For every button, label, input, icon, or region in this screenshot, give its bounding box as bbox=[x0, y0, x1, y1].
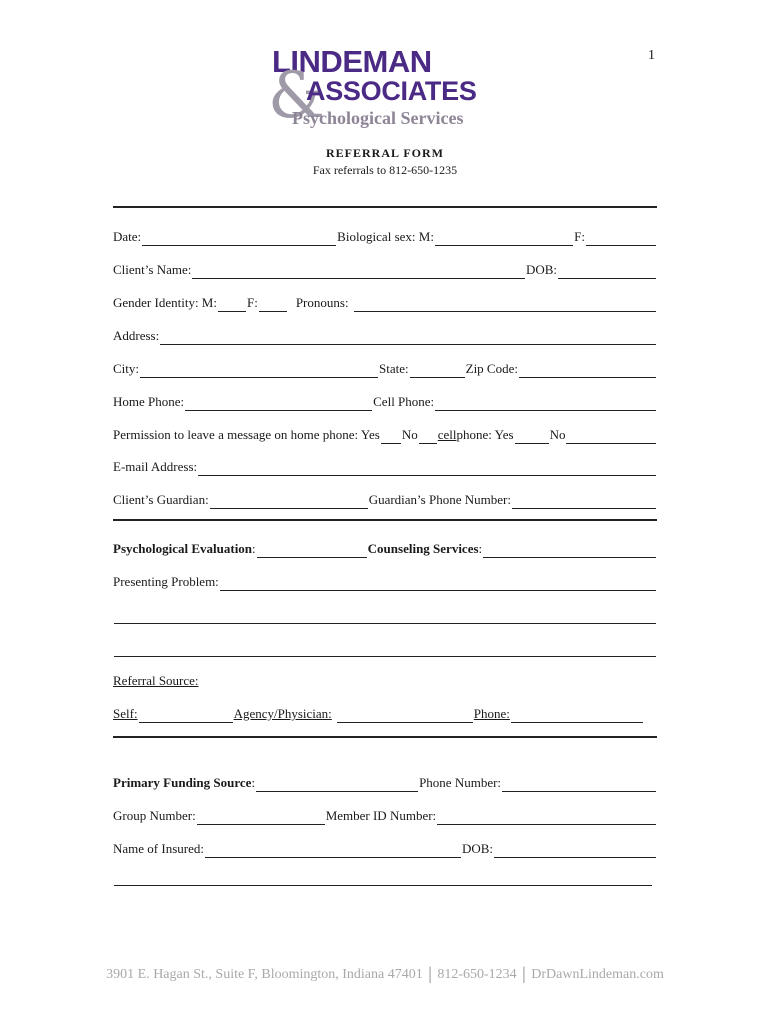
row-address bbox=[113, 325, 657, 345]
agency-label: Agency/Physician: bbox=[233, 706, 332, 721]
home-no-label: No bbox=[401, 427, 418, 442]
row-services bbox=[113, 538, 657, 558]
referral-source-label: Referral Source: bbox=[113, 673, 199, 688]
presenting-problem-field-line-2[interactable] bbox=[114, 609, 656, 624]
row-guardian bbox=[113, 489, 657, 509]
referral-phone-field[interactable] bbox=[511, 708, 643, 723]
row-group-member bbox=[113, 805, 657, 825]
insured-dob-label: DOB: bbox=[461, 841, 494, 856]
home-phone-label: Home Phone: bbox=[113, 394, 185, 409]
referral-phone-label: Phone: bbox=[473, 706, 510, 721]
city-field[interactable] bbox=[140, 363, 378, 378]
row-city-state-zip bbox=[113, 358, 657, 378]
counseling-colon: : bbox=[478, 541, 483, 556]
cell-phone-field[interactable] bbox=[435, 396, 656, 411]
presenting-problem-label: Presenting Problem: bbox=[113, 574, 219, 589]
zip-label: Zip Code: bbox=[465, 361, 518, 376]
client-name-label: Client’s Name: bbox=[113, 262, 192, 277]
row-presenting-problem-3 bbox=[113, 637, 657, 657]
primary-funding-colon: : bbox=[251, 775, 256, 790]
divider-services bbox=[113, 519, 657, 521]
row-client-name bbox=[113, 259, 657, 279]
cell-no-label: No bbox=[549, 427, 566, 442]
cell-yes-label: phone: Yes bbox=[456, 427, 514, 442]
guardian-field[interactable] bbox=[210, 494, 368, 509]
guardian-phone-field[interactable] bbox=[512, 494, 656, 509]
cell-no-field[interactable] bbox=[566, 429, 656, 444]
logo-text-services: Psychological Services bbox=[292, 108, 464, 128]
dob-field[interactable] bbox=[558, 264, 656, 279]
agency-field[interactable] bbox=[337, 708, 473, 723]
insured-dob-field[interactable] bbox=[494, 843, 656, 858]
email-field[interactable] bbox=[198, 461, 656, 476]
primary-funding-field[interactable] bbox=[256, 777, 418, 792]
form-title: REFERRAL FORM bbox=[326, 146, 444, 160]
row-presenting-problem bbox=[113, 571, 657, 591]
divider-funding bbox=[113, 736, 657, 738]
name-insured-label: Name of Insured: bbox=[113, 841, 204, 856]
address-field[interactable] bbox=[160, 330, 656, 345]
presenting-problem-field[interactable] bbox=[220, 576, 656, 591]
row-funding bbox=[113, 772, 657, 792]
home-no-field[interactable] bbox=[419, 429, 437, 444]
footer-address: 3901 E. Hagan St., Suite F, Bloomington, Indiana 47401 bbox=[106, 967, 423, 982]
presenting-problem-field-line-3[interactable] bbox=[114, 642, 656, 657]
psych-eval-label: Psychological Evaluation bbox=[113, 541, 253, 556]
footer-separator: | bbox=[522, 963, 526, 983]
home-yes-field[interactable] bbox=[381, 429, 401, 444]
guardian-phone-label: Guardian’s Phone Number: bbox=[368, 492, 511, 507]
row-message-permission bbox=[113, 424, 657, 444]
home-phone-field[interactable] bbox=[185, 396, 372, 411]
state-label: State: bbox=[379, 361, 409, 376]
row-extra-line bbox=[113, 866, 653, 886]
form-header bbox=[0, 146, 770, 178]
extra-field-line[interactable] bbox=[114, 871, 652, 886]
row-phones bbox=[113, 391, 657, 411]
logo-ampersand: & bbox=[268, 59, 325, 133]
sex-male-field[interactable] bbox=[435, 231, 573, 246]
gender-female-label: F: bbox=[246, 295, 258, 310]
biological-sex-label: Biological sex: M: bbox=[337, 229, 434, 244]
counseling-label: Counseling Services bbox=[367, 541, 479, 556]
email-label: E-mail Address: bbox=[113, 459, 198, 474]
footer-phone: 812-650-1234 bbox=[437, 967, 517, 982]
row-date-sex bbox=[113, 226, 657, 246]
footer-separator: | bbox=[428, 963, 432, 983]
counseling-field[interactable] bbox=[483, 543, 656, 558]
row-insured bbox=[113, 838, 657, 858]
funding-phone-label: Phone Number: bbox=[419, 775, 502, 790]
sex-female-field[interactable] bbox=[586, 231, 656, 246]
member-id-label: Member ID Number: bbox=[325, 808, 437, 823]
gender-identity-label: Gender Identity: M: bbox=[113, 295, 217, 310]
funding-phone-field[interactable] bbox=[502, 777, 656, 792]
zip-field[interactable] bbox=[519, 363, 656, 378]
guardian-label: Client’s Guardian: bbox=[113, 492, 209, 507]
pronouns-label: Pronouns: bbox=[295, 295, 349, 310]
permission-label: Permission to leave a message on home phone: Yes bbox=[113, 427, 380, 442]
member-id-field[interactable] bbox=[437, 810, 656, 825]
address-label: Address: bbox=[113, 328, 160, 343]
client-name-field[interactable] bbox=[192, 264, 525, 279]
logo-text-associates: ASSOCIATES bbox=[306, 76, 477, 106]
row-gender-identity bbox=[113, 292, 657, 312]
cell-label: cell bbox=[437, 427, 457, 442]
cell-yes-field[interactable] bbox=[515, 429, 549, 444]
page-number: 1 bbox=[648, 48, 655, 63]
self-field[interactable] bbox=[139, 708, 233, 723]
gender-female-field[interactable] bbox=[259, 297, 287, 312]
state-field[interactable] bbox=[410, 363, 465, 378]
group-number-label: Group Number: bbox=[113, 808, 196, 823]
gender-male-field[interactable] bbox=[218, 297, 246, 312]
row-referral-source bbox=[113, 670, 657, 690]
logo-text-lindeman: LINDEMAN bbox=[272, 44, 432, 79]
footer-website: DrDawnLindeman.com bbox=[531, 967, 664, 982]
footer bbox=[0, 962, 770, 983]
date-field[interactable] bbox=[142, 231, 336, 246]
fax-instructions: Fax referrals to 812-650-1235 bbox=[312, 163, 458, 177]
city-label: City: bbox=[113, 361, 140, 376]
dob-label: DOB: bbox=[525, 262, 557, 277]
date-label: Date: bbox=[113, 229, 142, 244]
name-insured-field[interactable] bbox=[205, 843, 461, 858]
row-presenting-problem-2 bbox=[113, 604, 657, 624]
company-logo bbox=[268, 44, 500, 133]
divider-top bbox=[113, 206, 657, 208]
primary-funding-label: Primary Funding Source bbox=[113, 775, 252, 790]
sex-female-label: F: bbox=[574, 229, 585, 244]
cell-phone-label: Cell Phone: bbox=[373, 394, 435, 409]
row-referral-details bbox=[113, 703, 644, 723]
pronouns-field[interactable] bbox=[354, 297, 656, 312]
psych-eval-field[interactable] bbox=[257, 543, 367, 558]
group-number-field[interactable] bbox=[197, 810, 325, 825]
row-email bbox=[113, 456, 657, 476]
self-label: Self: bbox=[113, 706, 138, 721]
psych-eval-colon: : bbox=[252, 541, 256, 556]
